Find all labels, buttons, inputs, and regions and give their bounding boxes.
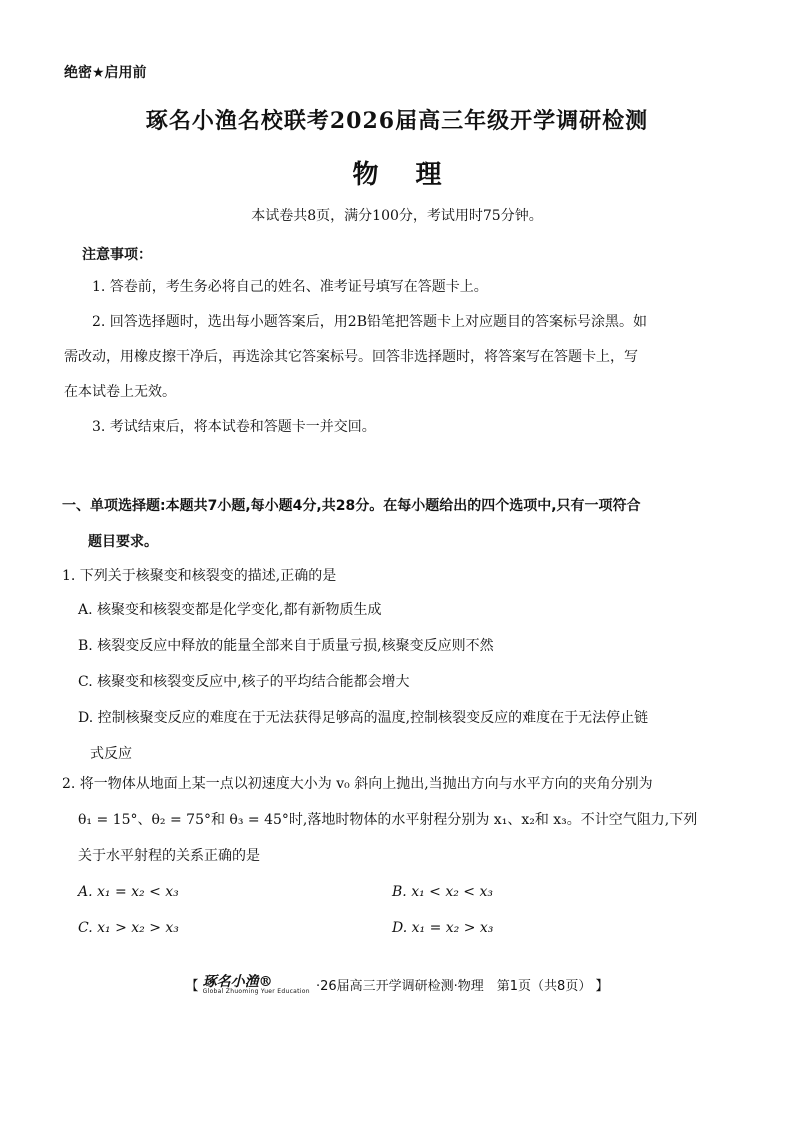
q1-option-c: C. 核聚变和核裂变反应中,核子的平均结合能都会增大 bbox=[78, 674, 410, 690]
q1-options bbox=[78, 592, 702, 772]
q2-option-d: D. x₁ = x₂ > x₃ bbox=[392, 920, 494, 936]
notice-list bbox=[64, 270, 694, 445]
page-footer bbox=[0, 975, 794, 997]
footer-page-text: ·26届高三开学调研检测·物理 第1页（共8页） bbox=[315, 979, 592, 994]
exam-info: 本试卷共8页，满分100分，考试用时75分钟。 bbox=[251, 208, 543, 224]
q2-options-row2 bbox=[78, 910, 702, 946]
q2-option-a: A. x₁ = x₂ < x₃ bbox=[78, 884, 179, 900]
subject-title: 物 理 bbox=[352, 160, 456, 190]
brand-logo-text: 琢名小渔® bbox=[202, 973, 273, 990]
q1-option-d-cont: 式反应 bbox=[90, 746, 132, 762]
q2-stem-line2: θ₁ = 15°、θ₂ = 75°和 θ₃ = 45°时,落地时物体的水平射程分别为 x₁、x₂和 x₃。不计空气阻力,下列 bbox=[78, 812, 698, 828]
q2-stem-line3: 关于水平射程的关系正确的是 bbox=[78, 848, 260, 864]
section-heading bbox=[62, 488, 702, 560]
section-heading-line2: 题目要求。 bbox=[88, 534, 158, 550]
q2-options-row1 bbox=[78, 874, 702, 910]
footer-bracket-open: 【 bbox=[185, 979, 199, 994]
section-heading-line1: 一、单项选择题:本题共7小题,每小题4分,共28分。在每小题给出的四个选项中,只有一项符合 bbox=[62, 498, 641, 514]
notice-item-1: 1. 答卷前，考生务必将自己的姓名、准考证号填写在答题卡上。 bbox=[92, 279, 488, 295]
q2-option-c: C. x₁ > x₂ > x₃ bbox=[78, 920, 179, 936]
q2-stem bbox=[62, 766, 702, 874]
q2-stem-line1: 2. 将一物体从地面上某一点以初速度大小为 v₀ 斜向上抛出,当抛出方向与水平方向的夹角分别为 bbox=[62, 776, 653, 792]
exam-title: 琢名小渔名校联考2026届高三年级开学调研检测 bbox=[145, 108, 649, 134]
footer-bracket-close: 】 bbox=[595, 979, 609, 994]
q1-option-d: D. 控制核聚变反应的难度在于无法获得足够高的温度,控制核裂变反应的难度在于无法停止链 bbox=[78, 710, 649, 726]
brand-logo bbox=[202, 973, 310, 997]
confidential-label: 绝密★启用前 bbox=[64, 65, 147, 81]
notice-heading: 注意事项： bbox=[82, 247, 152, 263]
q1-option-b: B. 核裂变反应中释放的能量全部来自于质量亏损,核聚变反应则不然 bbox=[78, 638, 494, 654]
notice-item-2-cont: 需改动，用橡皮擦干净后，再选涂其它答案标号。回答非选择题时，将答案写在答题卡上，写 bbox=[64, 349, 638, 365]
notice-item-2-cont2: 在本试卷上无效。 bbox=[64, 384, 176, 400]
notice-item-3: 3. 考试结束后，将本试卷和答题卡一并交回。 bbox=[92, 419, 376, 435]
q1-option-a: A. 核聚变和核裂变都是化学变化,都有新物质生成 bbox=[78, 602, 382, 618]
notice-item-2: 2. 回答选择题时，选出每小题答案后，用2B铅笔把答题卡上对应题目的答案标号涂黑。如 bbox=[92, 314, 648, 330]
brand-logo-subtext: Global Zhuoming Yuer Education bbox=[202, 987, 310, 995]
q1-stem: 1. 下列关于核聚变和核裂变的描述,正确的是 bbox=[62, 568, 337, 584]
q2-option-b: B. x₁ < x₂ < x₃ bbox=[392, 884, 493, 900]
